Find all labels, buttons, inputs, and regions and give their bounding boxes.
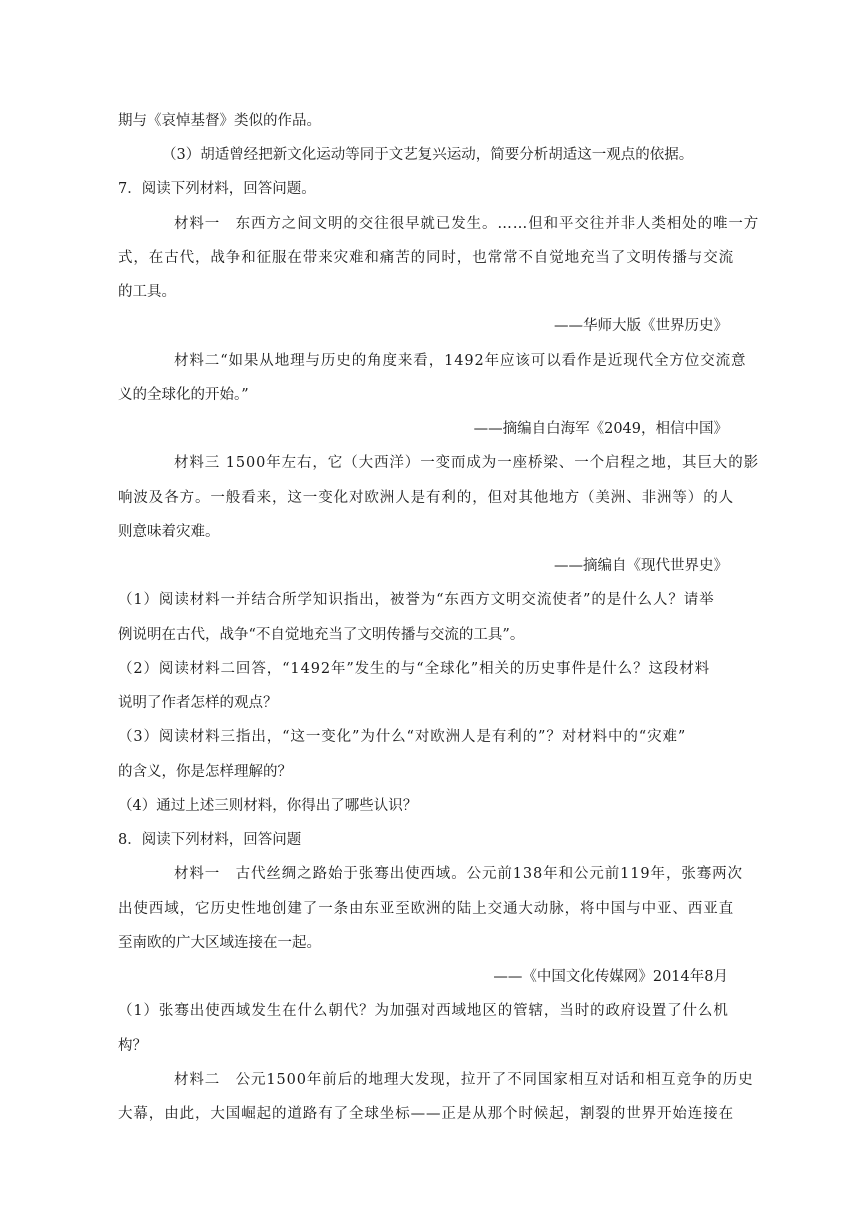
material-8-1-text: 材料一 古代丝绸之路始于张骞出使西域。公元前138年和公元前119年，张骞两次 — [174, 866, 743, 882]
question-7-3: （3）阅读材料三指出，“这一变化”为什么“对欧洲人是有利的”？对材料中的“灾难” — [118, 729, 687, 745]
question-7-3: 的含义，你是怎样理解的？ — [118, 764, 292, 780]
material-2-text: 材料二“如果从地理与历史的角度来看，1492年应该可以看作是近现代全方位交流意 — [174, 353, 747, 369]
question-8-1: 构？ — [118, 1038, 147, 1054]
question-7-1: 例说明在古代，战争“不自觉地充当了文明传播与交流的工具”。 — [118, 627, 525, 643]
question-7-1: （1）阅读材料一并结合所学知识指出，被誉为“东西方文明交流使者”的是什么人？请举 — [118, 592, 715, 608]
source-citation: ——华师大版《世界历史》 — [554, 318, 728, 334]
source-citation: ——《中国文化传媒网》2014年8月 — [493, 969, 728, 985]
question-7-4: （4）通过上述三则材料，你得出了哪些认识？ — [118, 798, 418, 814]
material-8-1-text: 至南欧的广大区域连接在一起。 — [118, 935, 321, 951]
material-1-text: 的工具。 — [118, 284, 176, 300]
source-citation: ——摘编自《现代世界史》 — [554, 558, 728, 574]
question-7-heading: 7．阅读下列材料，回答问题。 — [118, 181, 316, 197]
material-3-text: 则意味着灾难。 — [118, 524, 220, 540]
material-8-2-text: 大幕，由此，大国崛起的道路有了全球坐标——正是从那个时候起，割裂的世界开始连接在 — [118, 1106, 734, 1122]
question-8-1: （1）张骞出使西域发生在什么朝代？为加强对西域地区的管辖，当时的政府设置了什么机 — [118, 1003, 729, 1019]
material-2-text: 义的全球化的开始。” — [118, 387, 249, 403]
source-citation: ——摘编自白海军《2049，相信中国》 — [473, 421, 728, 437]
question-8-heading: 8．阅读下列材料，回答问题 — [118, 832, 302, 848]
question-7-2: （2）阅读材料二回答，“1492年”发生的与“全球化”相关的历史事件是什么？这段材料 — [118, 661, 711, 677]
material-8-2-text: 材料二 公元1500年前后的地理大发现，拉开了不同国家相互对话和相互竞争的历史 — [174, 1072, 754, 1088]
material-3-text: 材料三 1500年左右，它（大西洋）一变而成为一座桥梁、一个启程之地，其巨大的影 — [174, 455, 760, 471]
question-3-prompt: （3）胡适曾经把新文化运动等同于文艺复兴运动，简要分析胡适这一观点的依据。 — [162, 147, 694, 163]
material-1-text: 式，在古代，战争和征服在带来灾难和痛苦的同时，也常常不自觉地充当了文明传播与交流 — [118, 250, 734, 266]
material-8-1-text: 出使西域，它历史性地创建了一条由东亚至欧洲的陆上交通大动脉，将中国与中亚、西亚直 — [118, 901, 734, 917]
material-1-text: 材料一 东西方之间文明的交往很早就已发生。……但和平交往并非人类相处的唯一方 — [174, 216, 760, 232]
text-line: 期与《哀悼基督》类似的作品。 — [118, 113, 321, 129]
question-7-2: 说明了作者怎样的观点？ — [118, 695, 278, 711]
material-3-text: 响波及各方。一般看来，这一变化对欧洲人是有利的，但对其他地方（美洲、非洲等）的人 — [118, 490, 734, 506]
